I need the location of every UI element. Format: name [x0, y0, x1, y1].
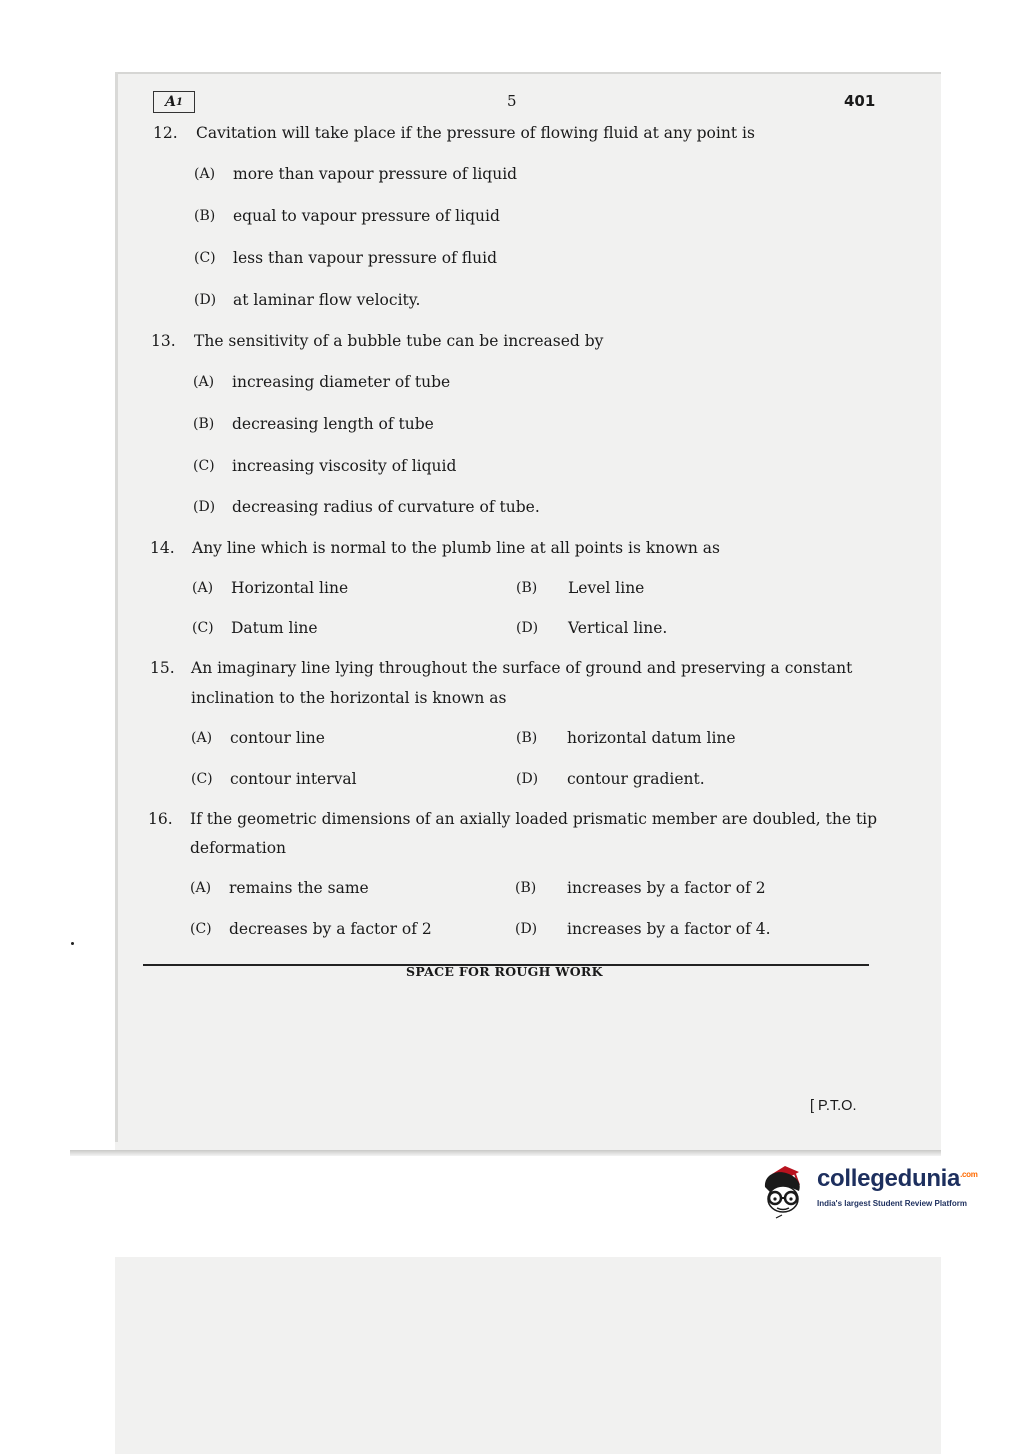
paper-number: 401 — [844, 92, 876, 110]
student-mascot-icon — [758, 1157, 816, 1223]
option-text: Vertical line. — [568, 619, 668, 637]
option-text: increases by a factor of 4. — [567, 920, 771, 938]
option-text: less than vapour pressure of fluid — [233, 249, 497, 267]
question-number: 12. — [153, 124, 178, 142]
option-text: contour interval — [230, 770, 357, 788]
logo-wordmark — [817, 1165, 978, 1193]
option-text: decreases by a factor of 2 — [229, 920, 432, 938]
option-text: Horizontal line — [231, 579, 349, 597]
option-label: (D) — [516, 620, 539, 636]
scan-speck — [71, 942, 74, 945]
option-text: increases by a factor of 2 — [567, 879, 766, 897]
page-edge — [115, 72, 118, 1142]
option-text: Level line — [568, 579, 645, 597]
option-label: (D) — [194, 292, 217, 308]
option-label: (B) — [515, 880, 537, 896]
option-label: (C) — [190, 921, 212, 937]
option-label: (C) — [192, 620, 214, 636]
option-label: (C) — [193, 458, 215, 474]
option-text: horizontal datum line — [567, 729, 736, 747]
option-text: increasing viscosity of liquid — [232, 457, 457, 475]
option-label: (A) — [193, 374, 215, 390]
option-text: at laminar flow velocity. — [233, 291, 421, 309]
option-label: (B) — [193, 416, 215, 432]
option-label: (A) — [194, 166, 216, 182]
page-edge — [115, 72, 941, 74]
option-label: (B) — [516, 730, 538, 746]
booklet-code: A 1 — [153, 91, 195, 113]
option-text: decreasing length of tube — [232, 415, 434, 433]
question-text-continued: inclination to the horizontal is known as — [191, 689, 507, 707]
option-text: more than vapour pressure of liquid — [233, 165, 518, 183]
collegedunia-logo — [758, 1157, 988, 1223]
option-label: (C) — [194, 250, 216, 266]
option-text: decreasing radius of curvature of tube. — [232, 498, 540, 516]
option-text: increasing diameter of tube — [232, 373, 451, 391]
option-label: (D) — [515, 921, 538, 937]
question-text: Cavitation will take place if the pressure of flowing fluid at any point is — [196, 124, 755, 142]
page-number: 5 — [507, 92, 517, 110]
option-label: (D) — [193, 499, 216, 515]
question-number: 13. — [151, 332, 176, 350]
question-text: The sensitivity of a bubble tube can be increased by — [194, 332, 604, 350]
option-label: (D) — [516, 771, 539, 787]
rough-work-label: SPACE FOR ROUGH WORK — [406, 964, 603, 979]
question-number: 16. — [148, 810, 173, 828]
option-text: contour gradient. — [567, 770, 705, 788]
question-number: 15. — [150, 659, 175, 677]
logo-tagline: India's largest Student Review Platform — [817, 1199, 967, 1208]
question-text: Any line which is normal to the plumb line at all points is known as — [192, 539, 720, 557]
option-label: (B) — [194, 208, 216, 224]
question-text: If the geometric dimensions of an axially loaded prismatic member are doubled, the tip — [190, 810, 878, 828]
question-number: 14. — [150, 539, 175, 557]
question-text: An imaginary line lying throughout the surface of ground and preserving a constant — [191, 659, 853, 677]
option-label: (B) — [516, 580, 538, 596]
option-text: remains the same — [229, 879, 369, 897]
logo-suffix: .com — [960, 1170, 978, 1179]
question-text-continued: deformation — [190, 839, 287, 857]
option-text: contour line — [230, 729, 325, 747]
option-text: Datum line — [231, 619, 318, 637]
option-label: (A) — [190, 880, 212, 896]
pto-label: [ P.T.O. — [810, 1098, 857, 1114]
logo-name: collegedunia — [817, 1165, 961, 1192]
option-label: (A) — [191, 730, 213, 746]
option-label: (A) — [192, 580, 214, 596]
option-text: equal to vapour pressure of liquid — [233, 207, 500, 225]
option-label: (C) — [191, 771, 213, 787]
